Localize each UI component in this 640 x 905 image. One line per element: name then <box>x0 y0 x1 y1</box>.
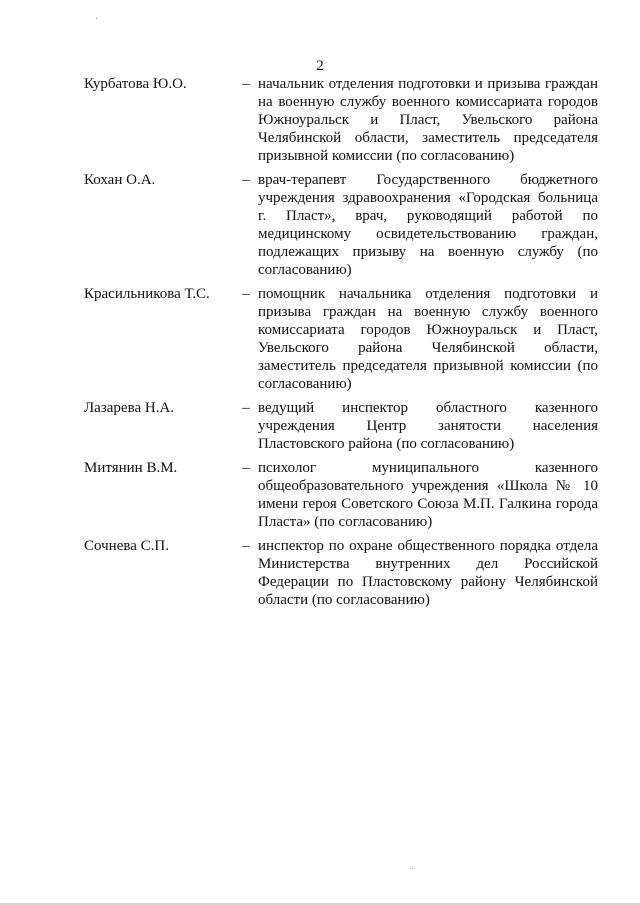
dash-separator: – <box>242 460 250 476</box>
member-position: начальник отделения подготовки и призыва граждан на военную службу военного комиссариата городов Южноуральск и Пласт, Увельского района Челябинской области, заместитель председателя призывной комиссии (по согласованию) <box>258 76 598 164</box>
dash-separator: – <box>242 286 250 302</box>
member-position: врач-терапевт Государственного бюджетного учреждения здравоохранения «Городская больница г. Пласт», врач, руководящий работой по медицинскому освидетельствованию граждан, подлежащих призыву на военную службу (по согласованию) <box>258 172 598 278</box>
dash-separator: – <box>242 400 250 416</box>
member-name: Курбатова Ю.О. <box>84 76 187 92</box>
list-item <box>84 285 599 393</box>
scan-speck <box>96 18 97 19</box>
member-position: инспектор по охране общественного порядка отдела Министерства внутренних дел Российской Федерации по Пластовскому району Челябинской области (по согласованию) <box>258 538 598 608</box>
page-number: 2 <box>316 58 324 74</box>
dash-separator: – <box>242 172 250 188</box>
scan-speck <box>412 868 413 869</box>
member-name: Лазарева Н.А. <box>84 400 175 416</box>
commission-members-list <box>84 75 599 615</box>
member-name: Кохан О.А. <box>84 172 156 188</box>
dash-separator: – <box>242 76 250 92</box>
list-item <box>84 75 599 165</box>
list-item <box>84 399 599 453</box>
member-name: Митянин В.М. <box>84 460 178 476</box>
member-position: психолог муниципального казенного общеобразовательного учреждения «Школа № 10 имени героя Советского Союза М.П. Галкина города Пласта» (по согласованию) <box>258 460 598 530</box>
member-name: Сочнева С.П. <box>84 538 169 554</box>
list-item <box>84 171 599 279</box>
list-item <box>84 459 599 531</box>
member-name: Красильникова Т.С. <box>84 286 210 302</box>
member-position: помощник начальника отделения подготовки и призыва граждан на военную службу военного комиссариата городов Южноуральск и Пласт, Увельского района Челябинской области, заместитель председателя призывной комиссии (по согласованию) <box>258 286 598 392</box>
list-item <box>84 537 599 609</box>
dash-separator: – <box>242 538 250 554</box>
member-position: ведущий инспектор областного казенного учреждения Центр занятости населения Пластовского района (по согласованию) <box>258 400 598 452</box>
